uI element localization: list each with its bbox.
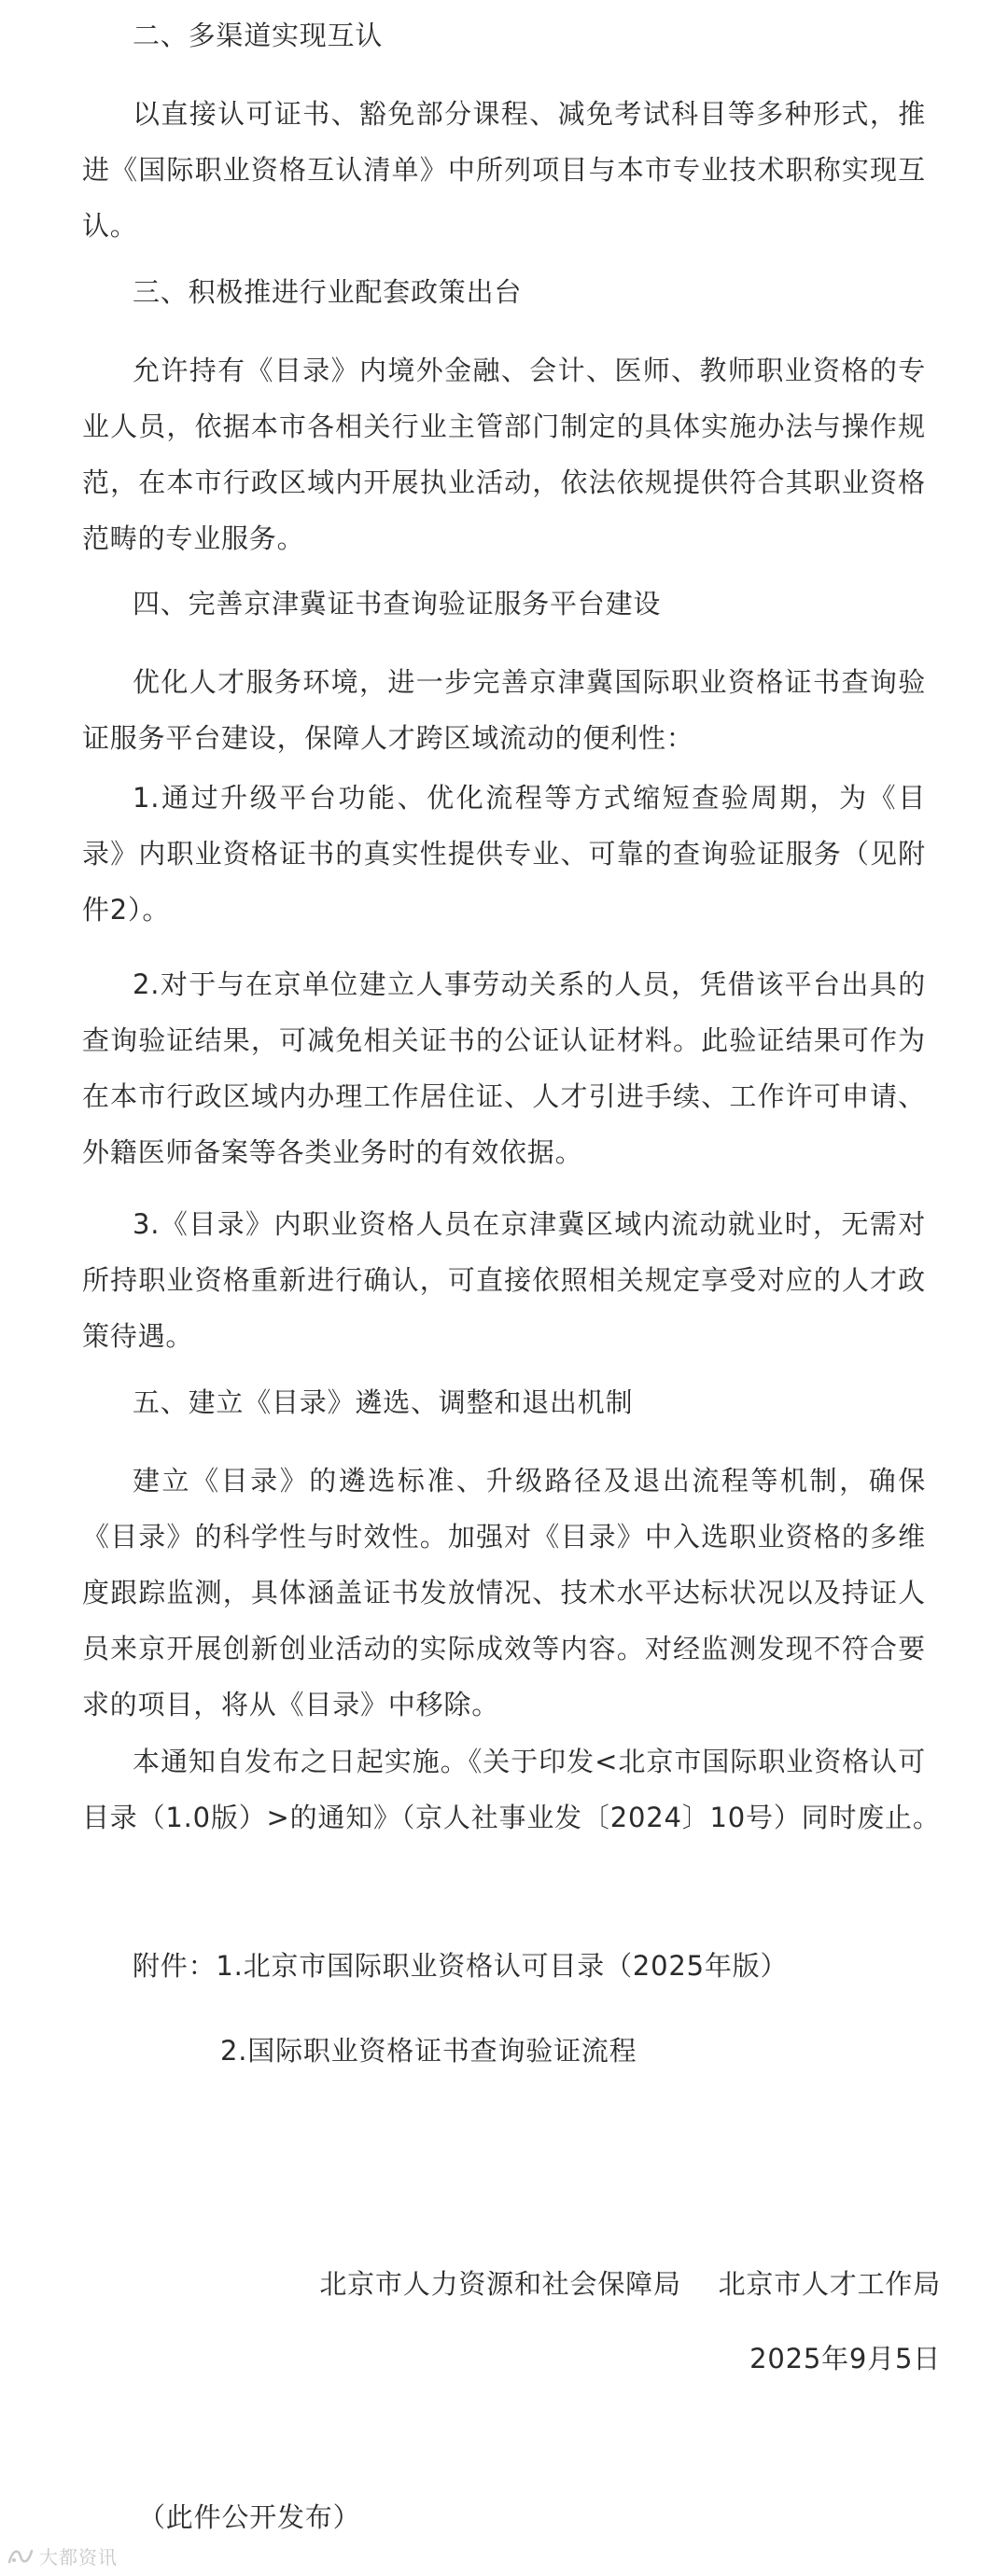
section-heading-2: 二、多渠道实现互认 [133, 20, 384, 51]
watermark-text: 大都资讯 [39, 2545, 118, 2569]
issue-date: 2025年9月5日 [749, 2343, 941, 2374]
paragraph-line: 允许持有《目录》内境外金融、会计、医师、教师职业资格的专 [133, 355, 926, 386]
section-item-4-2 [82, 956, 926, 1180]
paragraph-line: 业人员，依据本市各相关行业主管部门制定的具体实施办法与操作规 [82, 411, 926, 442]
section-item-4-3 [82, 1196, 926, 1364]
paragraph-line: 外籍医师备案等各类业务时的有效依据。 [82, 1136, 583, 1168]
source-logo-icon [7, 2545, 34, 2566]
paragraph-line: 认。 [82, 210, 138, 242]
section-item-4-1 [82, 770, 926, 938]
paragraph-line: 优化人才服务环境，进一步完善京津冀国际职业资格证书查询验 [133, 666, 926, 698]
paragraph-line: 员来京开展创新创业活动的实际成效等内容。对经监测发现不符合要 [82, 1633, 926, 1664]
section-heading-5: 五、建立《目录》遴选、调整和退出机制 [133, 1386, 634, 1418]
paragraph-line: 查询验证结果，可减免相关证书的公证认证材料。此验证结果可作为 [82, 1024, 926, 1056]
section-paragraph-2 [82, 86, 926, 254]
paragraph-line: 所持职业资格重新进行确认，可直接依照相关规定享受对应的人才政 [82, 1264, 926, 1296]
paragraph-line: 目录（1.0版）>的通知》（京人社事业发〔2024〕10号）同时废止。 [82, 1802, 941, 1833]
paragraph-line: 证服务平台建设，保障人才跨区域流动的便利性： [82, 722, 694, 754]
paragraph-line: 范畴的专业服务。 [82, 522, 305, 554]
attachments-line-1: 附件：1.北京市国际职业资格认可目录（2025年版） [133, 1950, 789, 1982]
paragraph-line: 《目录》的科学性与时效性。加强对《目录》中入选职业资格的多维 [82, 1521, 926, 1553]
paragraph-line: 在本市行政区域内办理工作居住证、人才引进手续、工作许可申请、 [82, 1080, 926, 1112]
source-watermark [7, 2540, 118, 2571]
paragraph-line: 件2）。 [82, 894, 171, 926]
paragraph-line: 范，在本市行政区域内开展执业活动，依法依规提供符合其职业资格 [82, 466, 926, 498]
paragraph-line: 度跟踪监测，具体涵盖证书发放情况、技术水平达标状况以及持证人 [82, 1577, 926, 1608]
section-heading-3: 三、积极推进行业配套政策出台 [133, 276, 523, 308]
paragraph-line: 本通知自发布之日起实施。《关于印发<北京市国际职业资格认可 [133, 1746, 926, 1777]
effective-notice [82, 1734, 941, 1845]
section-paragraph-5 [82, 1453, 926, 1733]
paragraph-line: 求的项目，将从《目录》中移除。 [82, 1689, 500, 1720]
paragraph-line: 录》内职业资格证书的真实性提供专业、可靠的查询验证服务（见附 [82, 838, 926, 870]
paragraph-line: 2.对于与在京单位建立人事劳动关系的人员，凭借该平台出具的 [133, 968, 926, 1000]
section-heading-4: 四、完善京津冀证书查询验证服务平台建设 [133, 588, 662, 620]
paragraph-line: 进《国际职业资格互认清单》中所列项目与本市专业技术职称实现互 [82, 154, 926, 186]
section-paragraph-3 [82, 342, 926, 566]
section-paragraph-4 [82, 654, 926, 766]
issuer-signature: 北京市人力资源和社会保障局 北京市人才工作局 [319, 2268, 941, 2300]
paragraph-line: 以直接认可证书、豁免部分课程、减免考试科目等多种形式，推 [133, 98, 926, 130]
paragraph-line: 建立《目录》的遴选标准、升级路径及退出流程等机制，确保 [133, 1465, 926, 1497]
publication-note: （此件公开发布） [138, 2501, 361, 2533]
paragraph-line: 策待遇。 [82, 1320, 194, 1352]
paragraph-line: 3.《目录》内职业资格人员在京津冀区域内流动就业时，无需对 [133, 1208, 926, 1240]
attachments-line-2: 2.国际职业资格证书查询验证流程 [220, 2035, 637, 2067]
paragraph-line: 1.通过升级平台功能、优化流程等方式缩短查验周期，为《目 [133, 782, 926, 814]
